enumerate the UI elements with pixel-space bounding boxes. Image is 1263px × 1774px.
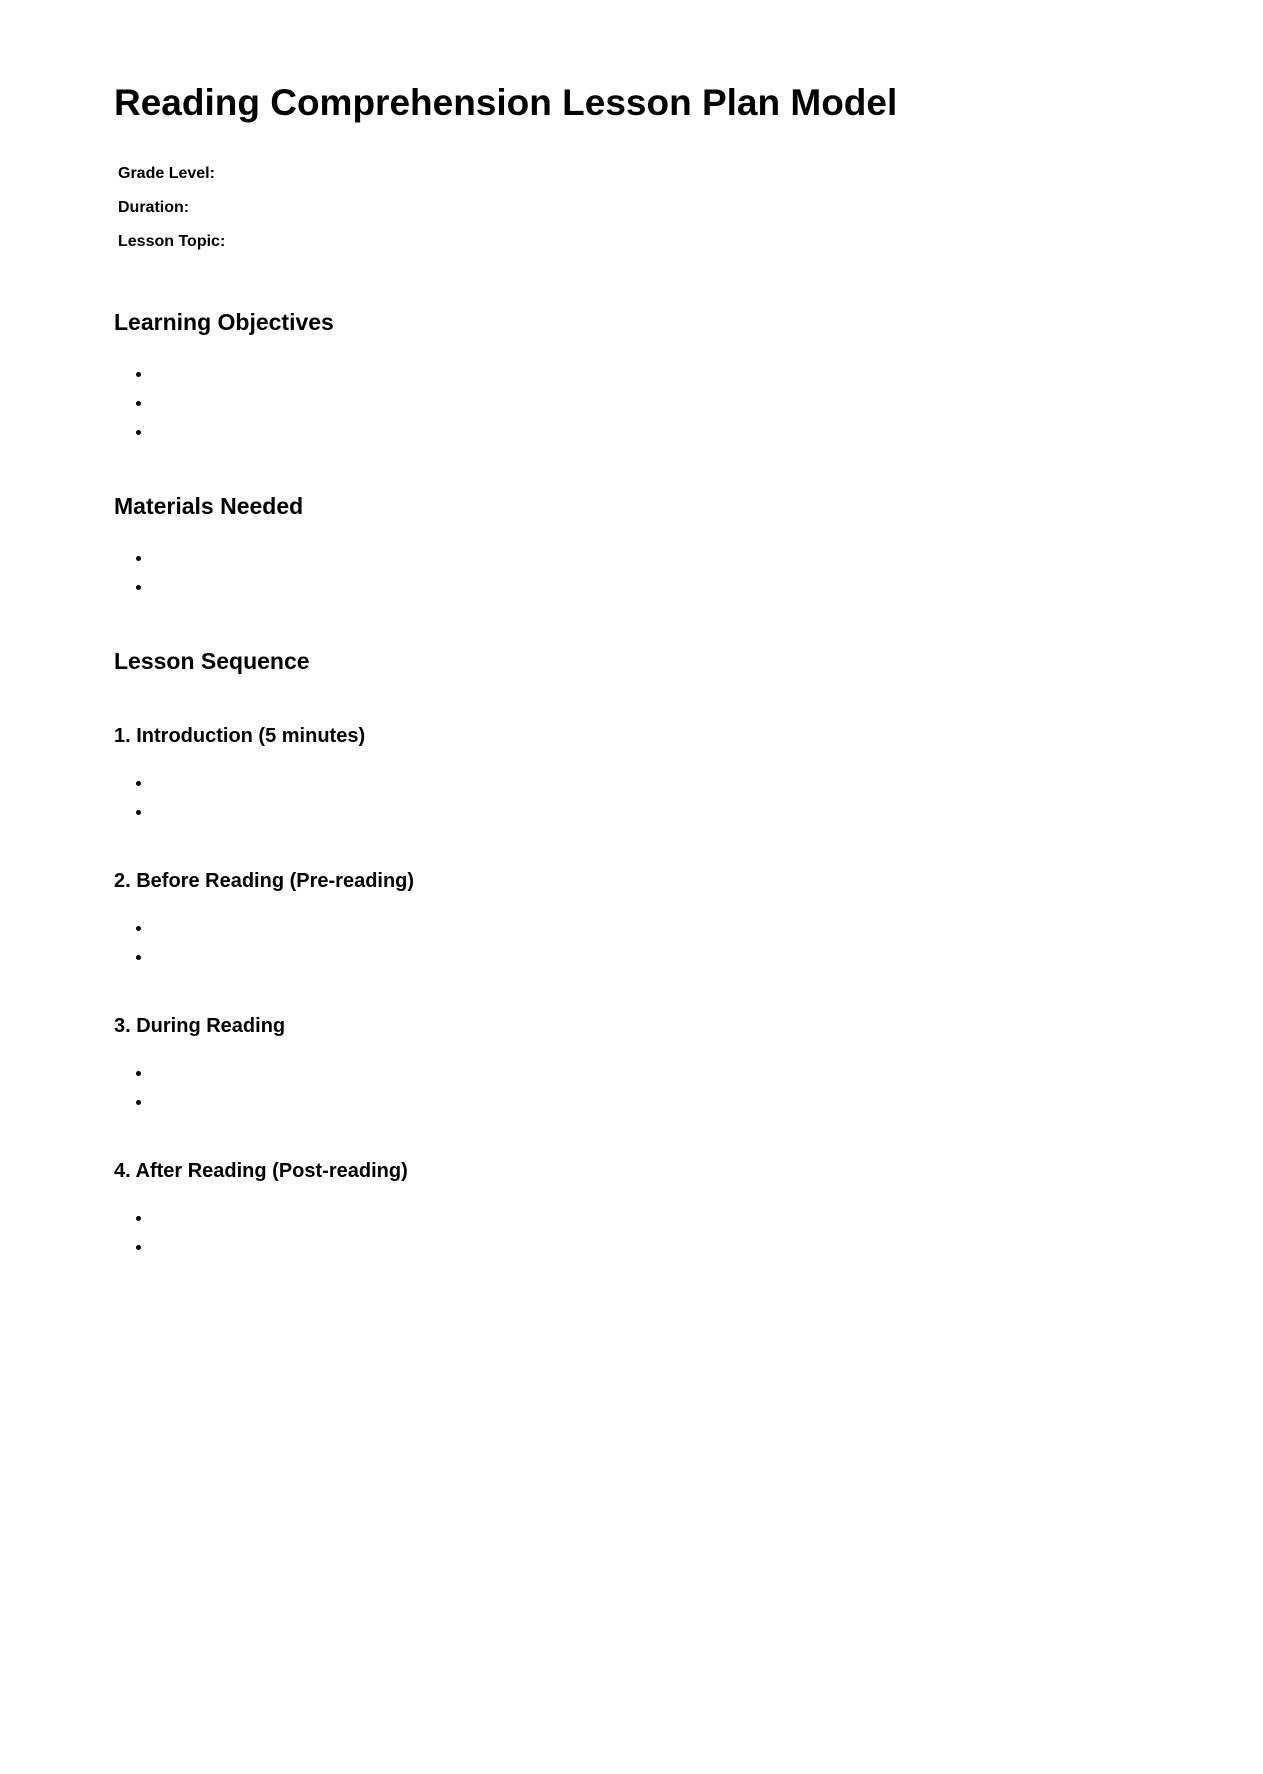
list-item [114,547,414,576]
bullet-icon [136,372,141,377]
bullet-icon [136,810,141,815]
duration-label: Duration: [118,199,190,216]
step-introduction-heading: 1. Introduction (5 minutes) [114,725,366,747]
bullet-icon [136,1216,141,1221]
bullet-icon [136,1245,141,1250]
learning-objectives-heading: Learning Objectives [114,309,334,335]
step-before-reading-list [114,917,414,975]
bullet-icon [136,1071,141,1076]
lesson-topic-label: Lesson Topic: [118,233,226,250]
list-item [114,363,414,392]
list-item [114,1062,414,1091]
bullet-icon [136,926,141,931]
page-title: Reading Comprehension Lesson Plan Model [114,82,898,123]
grade-level-label: Grade Level: [118,165,215,182]
step-before-reading-heading: 2. Before Reading (Pre-reading) [114,870,415,892]
bullet-icon [136,556,141,561]
list-item [114,772,414,801]
materials-needed-heading: Materials Needed [114,493,304,519]
bullet-icon [136,430,141,435]
step-during-reading-heading: 3. During Reading [114,1015,286,1037]
bullet-icon [136,781,141,786]
list-item [114,392,414,421]
bullet-icon [136,401,141,406]
learning-objectives-list [114,363,414,450]
step-introduction-list [114,772,414,830]
list-item [114,421,414,450]
step-after-reading-list [114,1207,414,1265]
list-item [114,917,414,946]
materials-needed-list [114,547,414,605]
list-item [114,1207,414,1236]
list-item [114,1091,414,1120]
list-item [114,946,414,975]
list-item [114,801,414,830]
step-after-reading-heading: 4. After Reading (Post-reading) [114,1160,408,1182]
lesson-sequence-heading: Lesson Sequence [114,648,310,674]
list-item [114,576,414,605]
bullet-icon [136,1100,141,1105]
bullet-icon [136,585,141,590]
step-during-reading-list [114,1062,414,1120]
bullet-icon [136,955,141,960]
list-item [114,1236,414,1265]
lesson-meta [118,164,225,266]
